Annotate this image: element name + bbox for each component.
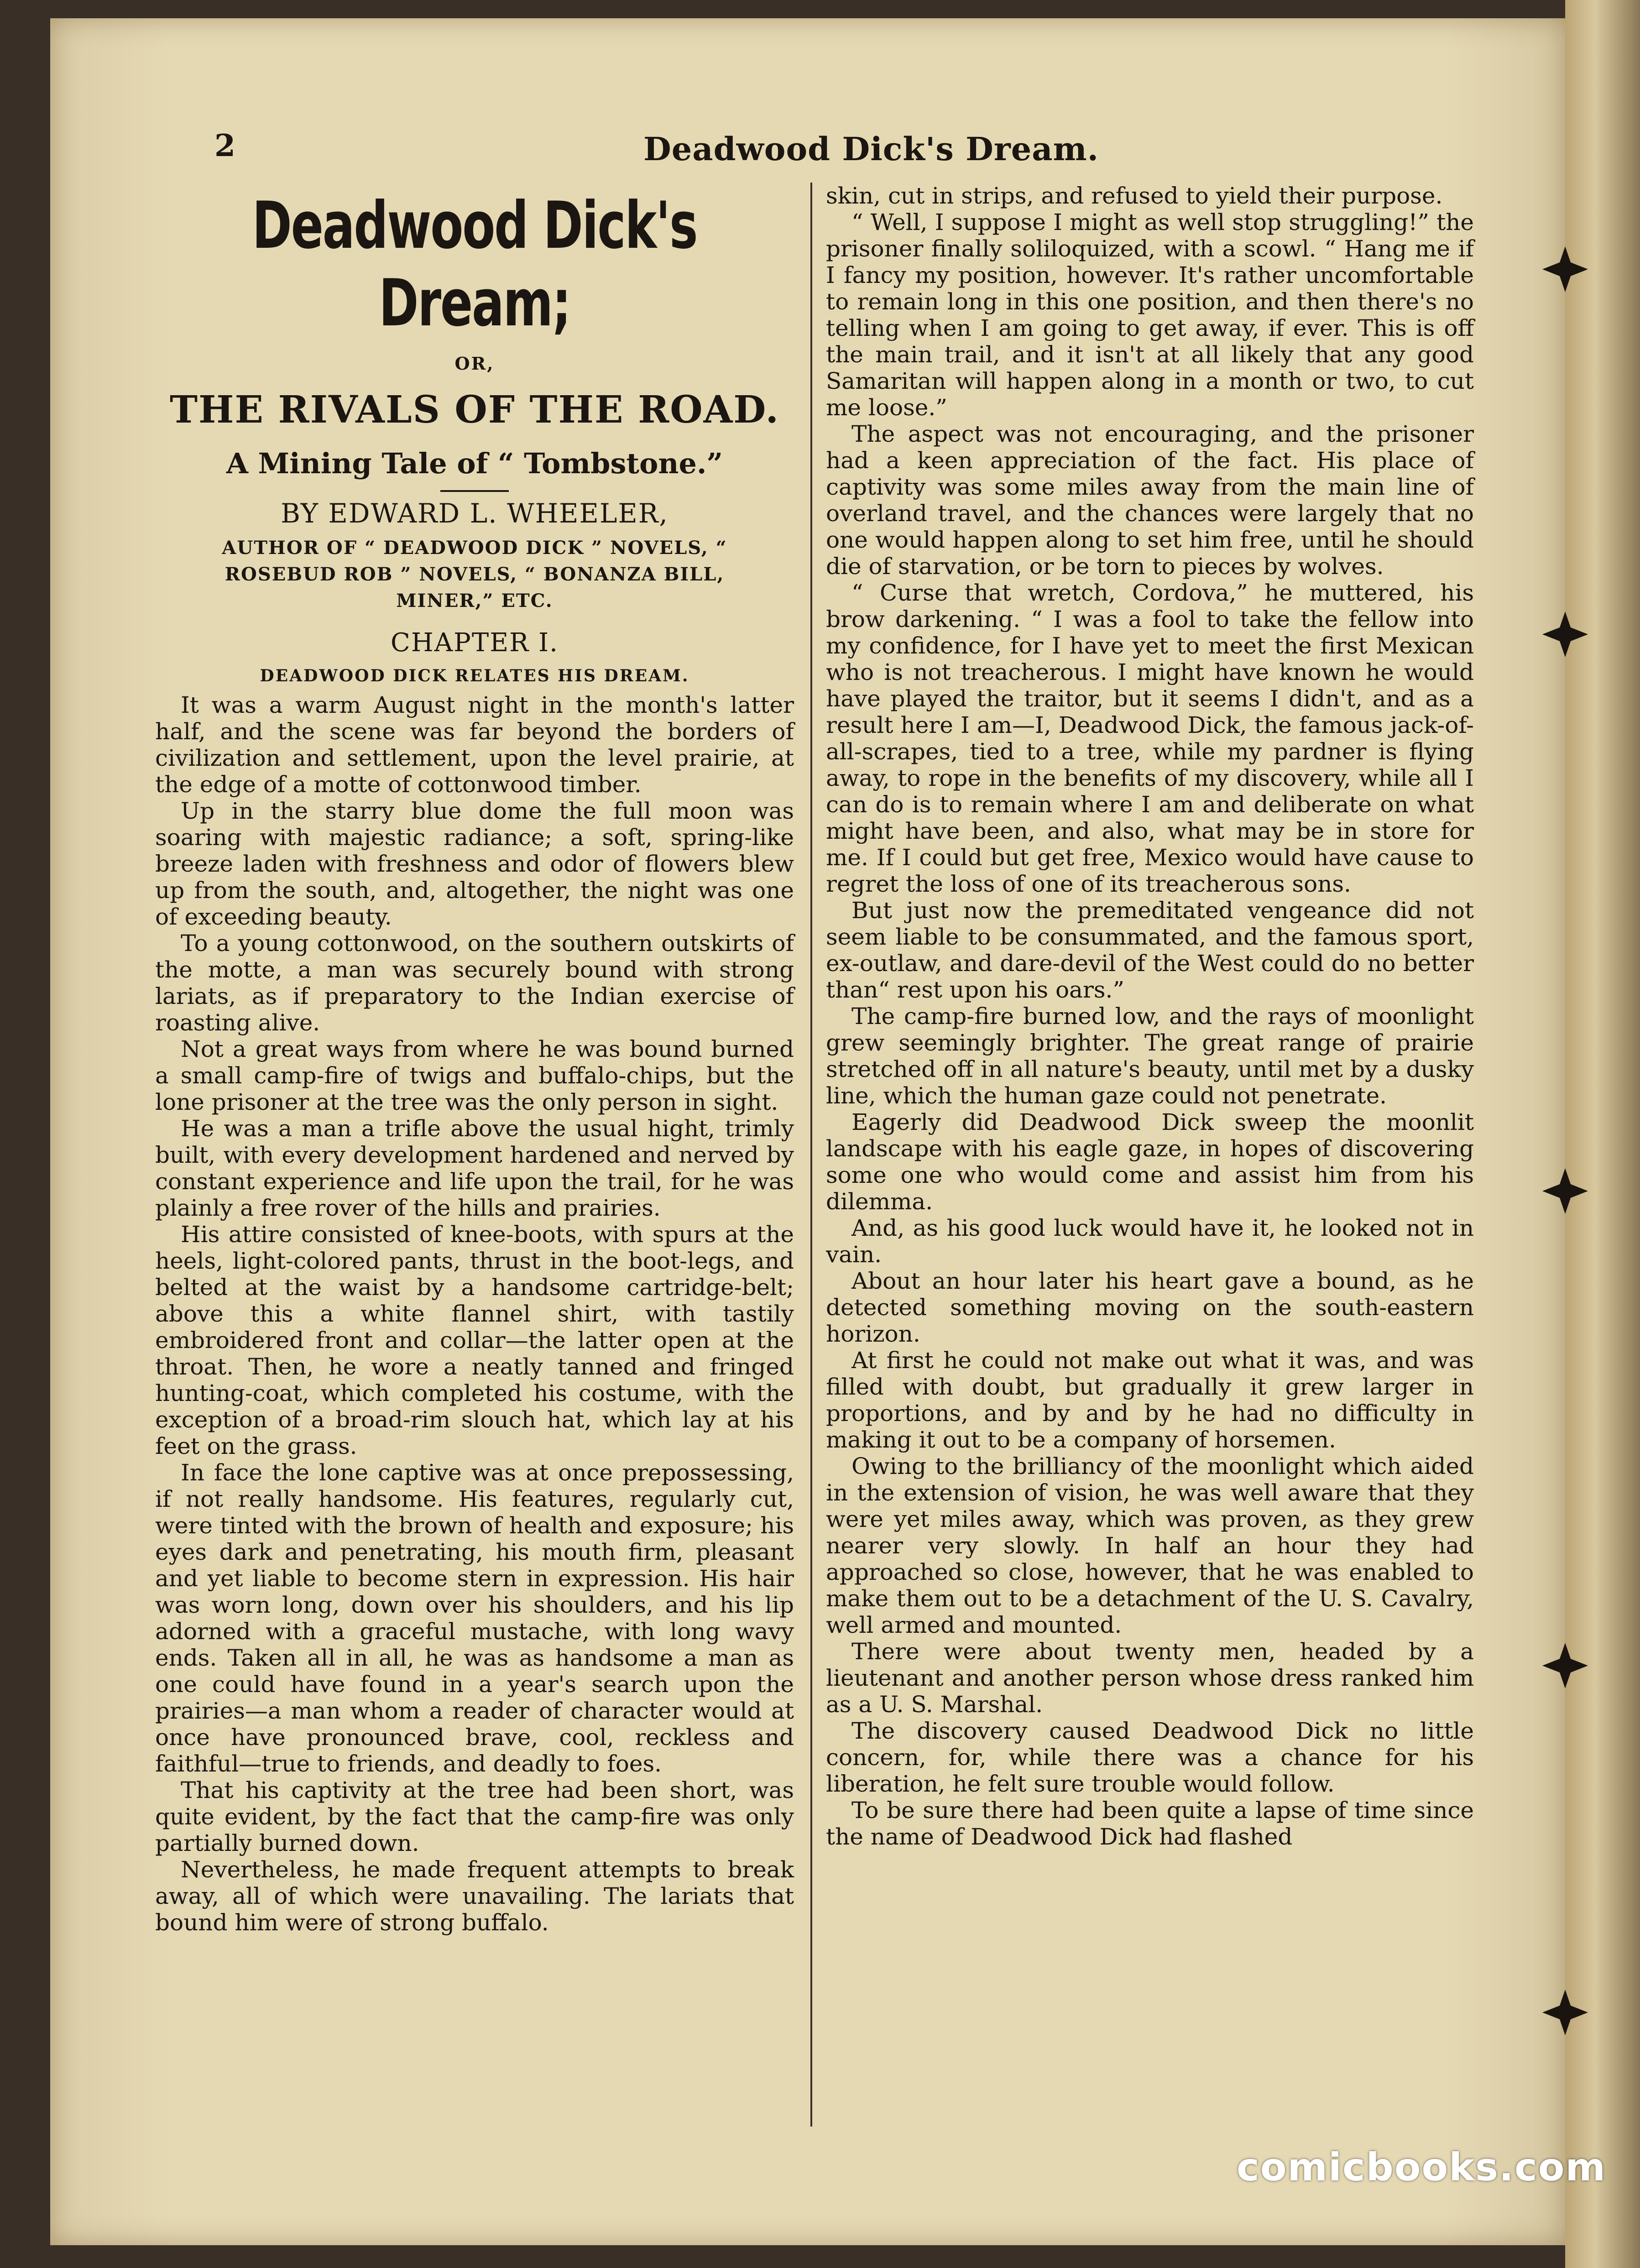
paragraph: The aspect was not encouraging, and the prisoner had a keen appreciation of the fact. His place of captivity was some miles away from the main line of overland travel, and the chances were largely that no one would happen along to set him free, until he should die of starvation, or be torn to pieces by wolves.	[826, 421, 1474, 580]
byline: BY EDWARD L. WHEELER,	[281, 498, 669, 529]
paragraph: That his captivity at the tree had been short, was quite evident, by the fact that the camp-fire was only partially burned down.	[155, 1777, 794, 1856]
chapter-number: CHAPTER I.	[391, 628, 559, 658]
paragraph: Nevertheless, he made frequent attempts to break away, all of which were unavailing. The lariats that bound him were of strong buffalo.	[155, 1856, 794, 1936]
paragraph: To a young cottonwood, on the southern outskirts of the motte, a man was securely bound with strong lariats, as if preparatory to the Indian exercise of roasting alive.	[155, 930, 794, 1036]
story-subtitle: THE RIVALS OF THE ROAD.	[169, 388, 780, 432]
story-title: Deadwood Dick's Dream;	[252, 188, 697, 341]
left-column	[155, 183, 794, 2127]
story-tagline: A Mining Tale of “ Tombstone.”	[226, 447, 723, 480]
paragraph: It was a warm August night in the month's latter half, and the scene was far beyond the borders of civilization and settlement, upon the level prairie, at the edge of a motte of cottonwood timber.	[155, 692, 794, 798]
paragraph: “ Curse that wretch, Cordova,” he muttered, his brow darkening. “ I was a fool to take the fellow into my confidence, for I have yet to meet the first Mexican who is not treacherous. I might have known he would have played the traitor, but it seems I didn't, and as a result here I am—I, Deadwood Dick, the famous jack-of-all-scrapes, tied to a tree, while my pardner is flying away, to rope in the benefits of my discovery, while all I can do is to remain where I am and deliberate on what might have been, and also, what may be in store for me. If I could but get free, Mexico would have cause to regret the loss of one of its treacherous sons.	[826, 580, 1474, 897]
watermark: comicbooks.com	[1237, 2145, 1606, 2190]
paragraph: At first he could not make out what it was, and was filled with doubt, but gradually it grew larger in proportions, and by and by he had no difficulty in making it out to be a company of horsemen.	[826, 1347, 1474, 1453]
page-number: 2	[214, 128, 235, 163]
paragraph: Owing to the brilliancy of the moonlight which aided in the extension of vision, he was well aware that they were yet miles away, which was proven, as they grew nearer very slowly. In half an hour they had approached so close, however, that he was enabled to make them out to be a detachment of the U. S. Cavalry, well armed and mounted.	[826, 1453, 1474, 1638]
column-rule	[810, 183, 812, 2127]
paragraph: Eagerly did Deadwood Dick sweep the moonlit landscape with his eagle gaze, in hopes of discovering some one who would come and assist him from his dilemma.	[826, 1109, 1474, 1215]
author-credits: AUTHOR OF “ DEADWOOD DICK ” NOVELS, “ ROSEBUD ROB ” NOVELS, “ BONANZA BILL, MINER,” ETC.	[222, 537, 727, 611]
paragraph: The discovery caused Deadwood Dick no little concern, for, while there was a chance for his liberation, he felt sure trouble would follow.	[826, 1718, 1474, 1797]
title-connector: OR,	[454, 353, 495, 374]
chapter-title: DEADWOOD DICK RELATES HIS DREAM.	[260, 666, 689, 685]
page-edge-shadow	[1565, 0, 1640, 2268]
paragraph: In face the lone captive was at once prepossessing, if not really handsome. His features, regularly cut, were tinted with the brown of health and exposure; his eyes dark and penetrating, his mouth firm, pleasant and yet liable to become stern in expression. His hair was worn long, down over his shoulders, and his lip adorned with a graceful mustache, with long wavy ends. Taken all in all, he was as handsome a man as one could have found in a year's search upon the prairies—a man whom a reader of character would at once have pronounced brave, cool, reckless and faithful—true to friends, and deadly to foes.	[155, 1459, 794, 1777]
paragraph: There were about twenty men, headed by a lieutenant and another person whose dress ranked him as a U. S. Marshal.	[826, 1638, 1474, 1718]
paragraph: “ Well, I suppose I might as well stop struggling!” the prisoner finally soliloquized, with a scowl. “ Hang me if I fancy my position, however. It's rather uncomfortable to remain long in this one position, and then there's no telling when I am going to get away, if ever. This is off the main trail, and it isn't at all likely that any good Samaritan will happen along in a month or two, to cut me loose.”	[826, 209, 1474, 421]
paragraph: skin, cut in strips, and refused to yield their purpose.	[826, 183, 1443, 209]
paragraph: To be sure there had been quite a lapse of time since the name of Deadwood Dick had flashed	[826, 1797, 1474, 1850]
paragraph: Not a great ways from where he was bound burned a small camp-fire of twigs and buffalo-chips, but the lone prisoner at the tree was the only person in sight.	[155, 1036, 794, 1115]
running-title: Deadwood Dick's Dream.	[643, 130, 1099, 168]
divider	[440, 490, 509, 492]
paragraph: Up in the starry blue dome the full moon was soaring with majestic radiance; a soft, spring-like breeze laden with freshness and odor of flowers blew up from the south, and, altogether, the night was one of exceeding beauty.	[155, 798, 794, 930]
right-column	[826, 183, 1474, 2127]
paragraph: His attire consisted of knee-boots, with spurs at the heels, light-colored pants, thrust in the boot-legs, and belted at the waist by a handsome cartridge-belt; above this a white flannel shirt, with tastily embroidered front and collar—the latter open at the throat. Then, he wore a neatly tanned and fringed hunting-coat, which completed his costume, with the exception of a broad-rim slouch hat, which lay at his feet on the grass.	[155, 1221, 794, 1459]
paragraph: And, as his good luck would have it, he looked not in vain.	[826, 1215, 1474, 1268]
paragraph: But just now the premeditated vengeance did not seem liable to be consummated, and the famous sport, ex-outlaw, and dare-devil of the West could do no better than“ rest upon his oars.”	[826, 897, 1474, 1003]
running-head	[164, 119, 1488, 173]
paragraph: About an hour later his heart gave a bound, as he detected something moving on the south-eastern horizon.	[826, 1268, 1474, 1347]
paragraph: The camp-fire burned low, and the rays of moonlight grew seemingly brighter. The great range of prairie stretched off in all nature's beauty, until met by a dusky line, which the human gaze could not penetrate.	[826, 1003, 1474, 1109]
paragraph: He was a man a trifle above the usual hight, trimly built, with every development hardened and nerved by constant experience and life upon the trail, for he was plainly a free rover of the hills and prairies.	[155, 1115, 794, 1221]
